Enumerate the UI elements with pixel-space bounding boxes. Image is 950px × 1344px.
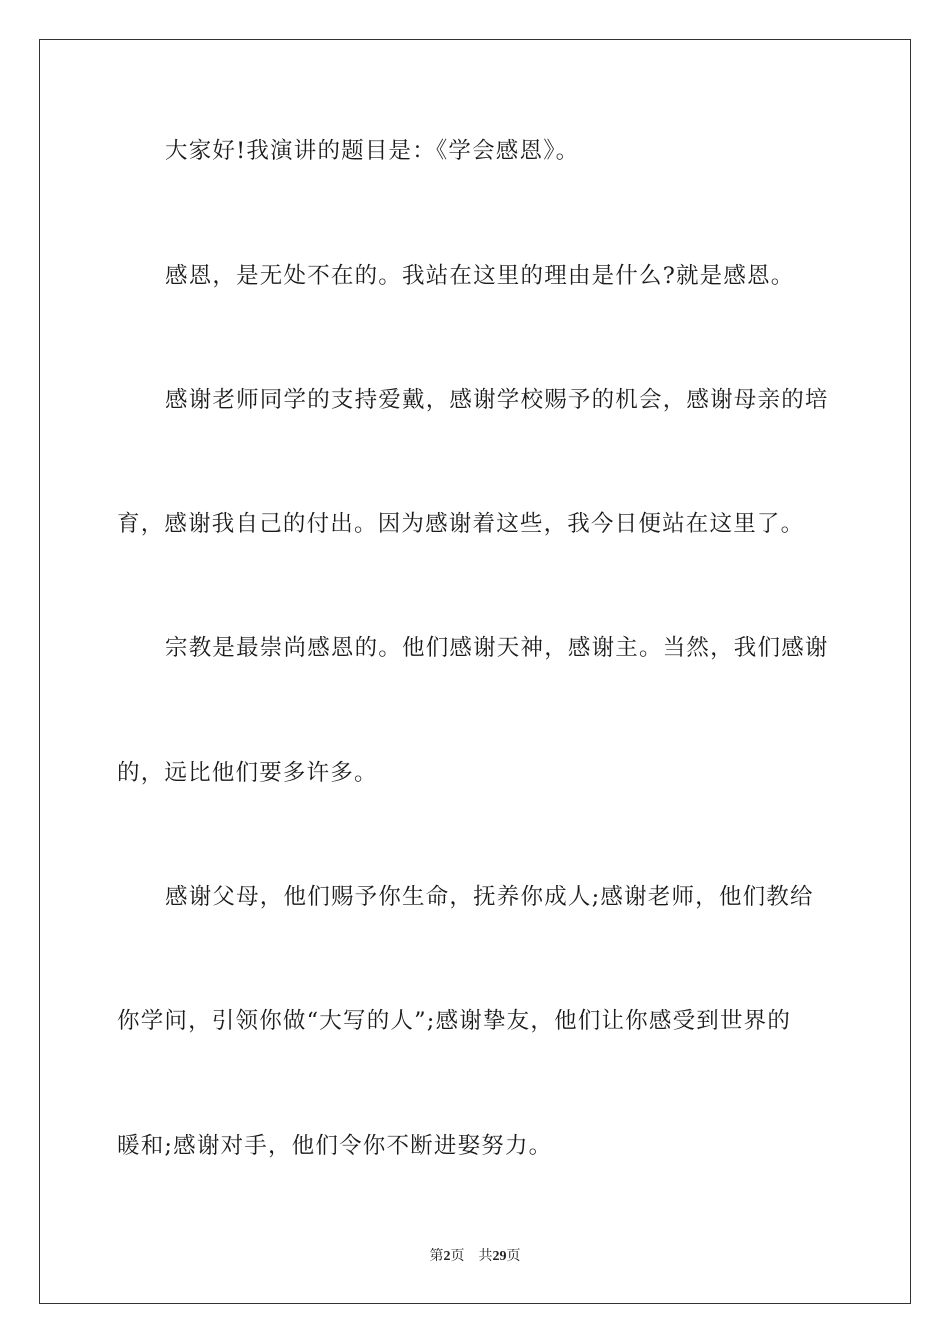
page-footer <box>0 1247 950 1267</box>
footer-total-pages: 29 <box>492 1249 507 1264</box>
paragraph-parents-line-1: 感谢父母，他们赐予你生命，抚养你成人;感谢老师，他们教给 <box>165 884 814 910</box>
paragraph-parents-line-3: 暖和;感谢对手，他们令你不断进娶努力。 <box>117 1133 553 1159</box>
paragraph-thanks-line-2: 育，感谢我自己的付出。因为感谢着这些，我今日便站在这里了。 <box>117 511 805 537</box>
paragraph-greeting-line: 大家好!我演讲的题目是：《学会感恩》。 <box>165 138 580 164</box>
footer-page-prefix: 第 <box>429 1249 444 1264</box>
paragraph-parents-line-2: 你学问，引领你做“大写的人”;感谢挚友，他们让你感受到世界的 <box>117 1008 792 1034</box>
footer-page-number: 2 <box>443 1249 451 1264</box>
paragraph-thanks-line-1: 感谢老师同学的支持爱戴，感谢学校赐予的机会，感谢母亲的培 <box>165 387 829 413</box>
footer-total-suffix: 页 <box>506 1249 521 1264</box>
paragraph-religion-line-1: 宗教是最崇尚感恩的。他们感谢天神，感谢主。当然，我们感谢 <box>165 635 829 661</box>
footer-page-suffix: 页 <box>450 1249 465 1264</box>
paragraph-gratitude-intro-line: 感恩，是无处不在的。我站在这里的理由是什么?就是感恩。 <box>165 263 795 289</box>
paragraph-religion-line-2: 的，远比他们要多许多。 <box>117 760 378 786</box>
page-border <box>39 39 911 1304</box>
footer-total-prefix: 共 <box>478 1249 493 1264</box>
